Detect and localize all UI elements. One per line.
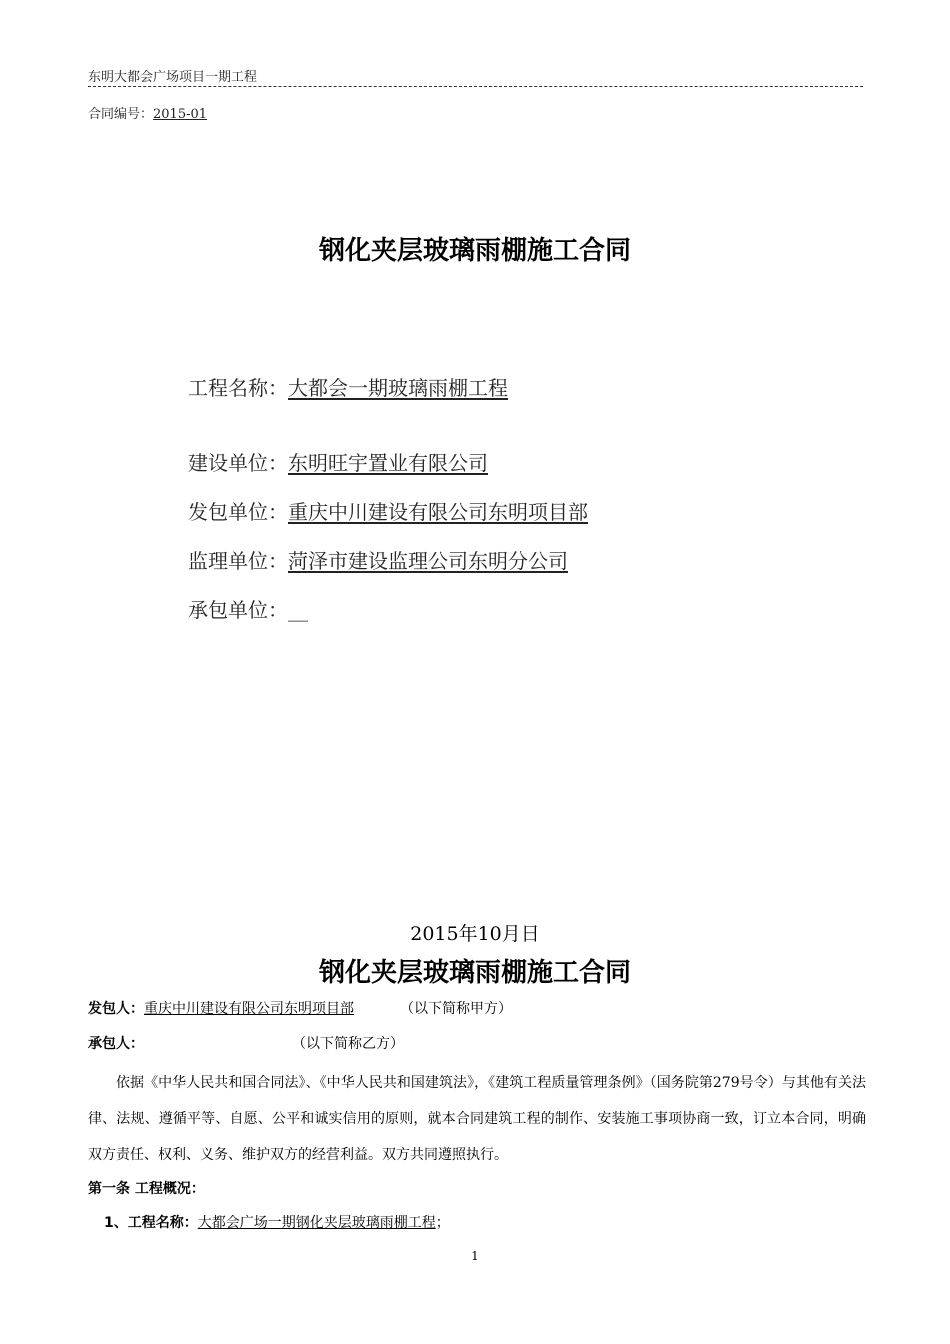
party-b-label: 承包人： — [88, 1036, 144, 1052]
field-project-name — [188, 372, 508, 401]
party-b-note: （以下简称乙方） — [292, 1036, 404, 1052]
field-value: 大都会一期玻璃雨棚工程 — [288, 376, 508, 400]
party-a-label: 发包人： — [88, 1001, 144, 1017]
intro-paragraph: 依据《中华人民共和国合同法》、《中华人民共和国建筑法》，《建筑工程质量管理条例》（国务院第279号令）与其他有关法律、法规、遵循平等、自愿、公平和诚实信用的原则，就本合同建筑工程的制作、安装施工事项协商一致，订立本合同，明确双方责任、权利、义务、维护双方的经营利益。双方共同遵照执行。 — [88, 1075, 866, 1163]
contract-number-label: 合同编号： — [88, 107, 154, 122]
cover-title: 钢化夹层玻璃雨棚施工合同 — [318, 236, 631, 266]
article-1-heading: 第一条 工程概况： — [88, 1181, 205, 1197]
field-contractor — [188, 594, 308, 623]
page-header — [88, 66, 863, 87]
contract-number — [88, 103, 207, 122]
party-a — [88, 998, 512, 1018]
field-developer — [188, 447, 488, 476]
page-number: 1 — [471, 1249, 479, 1263]
party-b — [88, 1033, 404, 1053]
field-label: 工程名称： — [188, 376, 288, 400]
cover-date: 2015年10月日 — [410, 923, 540, 945]
article-1-item-1: 1、工程名称：大都会广场一期钢化夹层玻璃雨棚工程； — [104, 1215, 450, 1231]
field-value: 重庆中川建设有限公司东明项目部 — [288, 500, 588, 524]
field-value: 东明旺宇置业有限公司 — [288, 451, 488, 475]
field-value: __ — [288, 598, 308, 622]
field-label: 发包单位： — [188, 500, 288, 524]
party-a-note: （以下简称甲方） — [400, 1001, 512, 1017]
item-value: 大都会广场一期钢化夹层玻璃雨棚工程 — [197, 1215, 436, 1231]
party-a-value: 重庆中川建设有限公司东明项目部 — [144, 1001, 354, 1017]
field-employer — [188, 496, 588, 525]
field-label: 监理单位： — [188, 549, 288, 573]
item-label: 1、工程名称 — [104, 1215, 184, 1231]
field-supervisor — [188, 545, 568, 574]
body-title: 钢化夹层玻璃雨棚施工合同 — [318, 958, 631, 988]
contract-number-value: 2015-01 — [153, 107, 208, 122]
field-value: 菏泽市建设监理公司东明分公司 — [288, 549, 568, 573]
field-label: 建设单位： — [188, 451, 288, 475]
field-label: 承包单位： — [188, 598, 288, 622]
header-project-line: 东明大都会广场项目一期工程 — [88, 70, 258, 85]
item-suffix: ； — [435, 1215, 450, 1231]
